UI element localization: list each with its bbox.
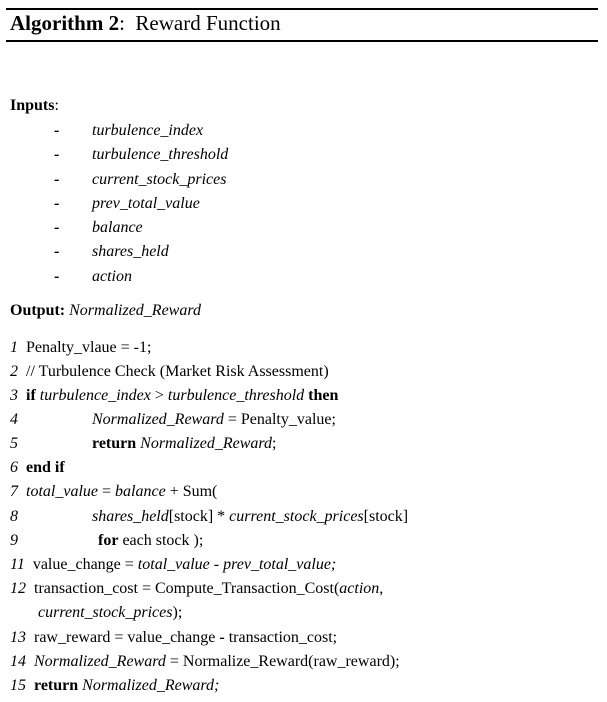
line-number: 1 [10,339,18,356]
keyword-return: return [34,677,79,694]
input-name: current_stock_prices [92,171,227,188]
keyword-for: for [98,532,119,549]
var-action: action [339,580,380,597]
step-body [92,410,336,430]
step-line [10,579,383,599]
step-line [10,458,65,478]
input-name: balance [92,219,143,236]
line-number: 12 [10,580,26,597]
step-text: = Normalize_Reward(raw_reward); [165,653,400,670]
operator: = [97,483,116,500]
line-number: 5 [10,435,18,452]
var-normalized-reward: Normalized_Reward [34,653,166,670]
var-total-value: total_value [137,556,210,573]
step-line [10,338,151,358]
output-line [10,301,201,321]
input-bullet: - [54,219,60,236]
var-normalized-reward: Normalized_Reward [140,435,272,452]
step-text: value_change = [32,556,138,573]
line-number: 8 [10,508,18,525]
var-balance: balance [115,483,166,500]
output-value: Normalized_Reward [69,302,201,319]
keyword-then: then [308,387,339,404]
step-line [10,507,18,527]
line-number: 11 [10,556,25,573]
var-normalized-reward: Normalized_Reward; [82,677,220,694]
input-bullet: - [54,146,60,163]
step-text: // Turbulence Check (Market Risk Assessment) [26,363,329,380]
step-text: ; [272,435,277,452]
step-body [98,531,203,551]
inputs-heading [10,96,59,116]
var-normalized-reward: Normalized_Reward [92,411,224,428]
step-line [10,628,337,648]
step-text: transaction_cost = Compute_Transaction_Cost( [34,580,340,597]
input-bullet: - [54,268,60,285]
input-name: shares_held [92,243,169,260]
step-text: raw_reward = value_change [34,629,220,646]
step-continuation [38,603,182,623]
step-text: , [379,580,384,597]
step-line [10,676,219,696]
line-number: 4 [10,411,18,428]
step-text: [stock] * [168,508,230,525]
algorithm-label: Algorithm 2 [10,11,120,35]
algorithm-title [10,11,281,36]
step-text: each stock ); [118,532,204,549]
line-number: 7 [10,483,18,500]
step-body [92,434,276,454]
line-number: 9 [10,532,18,549]
step-line [10,362,329,382]
step-line [10,482,217,502]
input-bullet: - [54,122,60,139]
input-name: turbulence_index [92,122,204,139]
line-number: 3 [10,387,18,404]
var-prev-total-value: prev_total_value; [223,556,337,573]
input-bullet: - [54,243,60,260]
top-rule [6,8,598,10]
line-number: 6 [10,459,18,476]
var-current-stock-prices: current_stock_prices [229,508,364,525]
step-text: = Penalty_value; [223,411,336,428]
line-number: 2 [10,363,18,380]
step-text: [stock] [363,508,409,525]
step-text: Penalty_vlaue = -1; [26,339,152,356]
step-line [10,531,18,551]
keyword-return: return [92,435,137,452]
input-bullet: - [54,195,60,212]
line-number: 14 [10,653,26,670]
input-bullet: - [54,171,60,188]
algorithm-colon: : [119,11,125,35]
step-text: transaction_cost; [224,629,338,646]
var-turbulence-threshold: turbulence_threshold [167,387,305,404]
step-line [10,386,338,406]
var-total-value: total_value [26,483,98,500]
input-name: action [92,268,132,285]
keyword-if: if [26,387,36,404]
step-body [92,507,408,527]
step-text: ); [172,604,183,621]
operator: - [219,629,225,646]
output-label: Output: [10,302,66,319]
line-number: 13 [10,629,26,646]
step-line [10,434,18,454]
keyword-end-if: end if [26,459,65,476]
input-name: turbulence_threshold [92,146,229,163]
var-shares-held: shares_held [92,508,169,525]
inputs-colon: : [54,97,59,114]
step-line [10,410,18,430]
inputs-label: Inputs [10,97,55,114]
line-number: 15 [10,677,26,694]
step-line [10,555,336,575]
algorithm-name: Reward Function [135,11,281,35]
input-name: prev_total_value [92,195,200,212]
var-turbulence-index: turbulence_index [39,387,151,404]
title-rule [6,40,598,42]
step-text: + Sum( [165,483,218,500]
operator: - [209,556,224,573]
var-current-stock-prices: current_stock_prices [38,604,173,621]
operator: > [150,387,168,404]
step-line [10,652,400,672]
